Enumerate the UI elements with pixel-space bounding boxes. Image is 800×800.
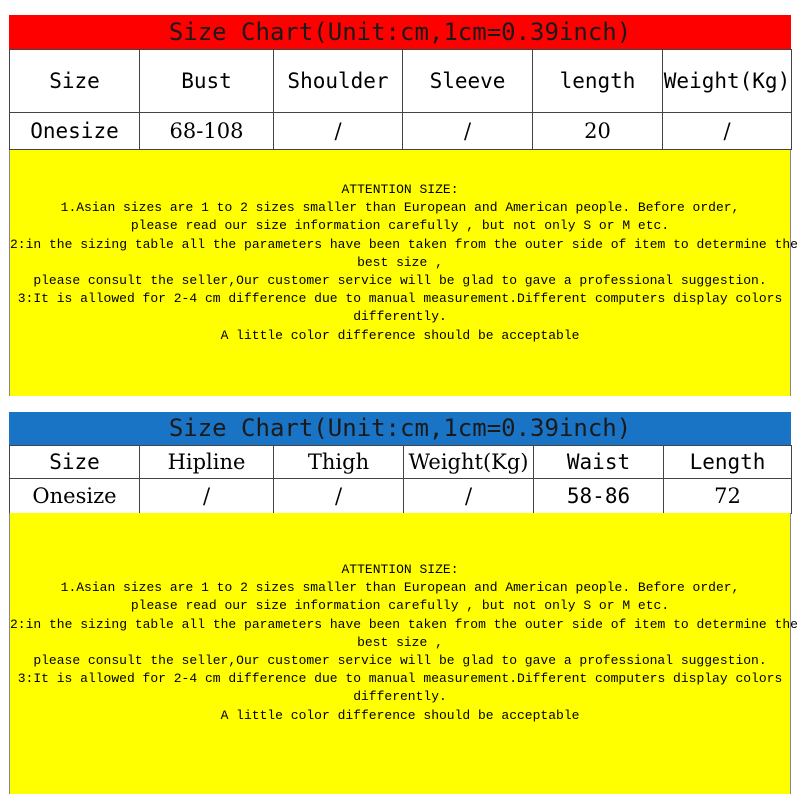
notice-line: A little color difference should be acceptable xyxy=(220,327,580,343)
table-row xyxy=(10,113,792,150)
section-divider xyxy=(0,398,800,412)
value-cell-sleeve: / xyxy=(403,113,533,150)
value-cell-hipline: / xyxy=(140,479,274,514)
header-cell-shoulder: Shoulder xyxy=(274,50,403,113)
header-cell-size: Size xyxy=(10,446,140,479)
header-cell-bust: Bust xyxy=(140,50,274,113)
notice-line: differently. xyxy=(353,689,447,705)
size-table-bottom xyxy=(9,445,792,514)
header-cell-thigh: Thigh xyxy=(274,446,404,479)
value-cell-size: Onesize xyxy=(10,479,140,514)
table-header-row xyxy=(10,446,792,479)
notice-line: A little color difference should be acceptable xyxy=(220,707,580,723)
header-cell-length: length xyxy=(533,50,663,113)
header-cell-length: Length xyxy=(664,446,792,479)
notice-line: ATTENTION SIZE: xyxy=(341,562,459,577)
notice-line: 3:It is allowed for 2-4 cm difference due to manual measurement.Different computers display colors xyxy=(17,291,783,307)
notice-line: please consult the seller,Our customer service will be glad to gave a professional suggestion. xyxy=(33,653,767,669)
value-cell-length: 72 xyxy=(664,479,792,514)
value-cell-bust: 68-108 xyxy=(140,113,274,150)
notice-line: please read our size information carefully , but not only S or M etc. xyxy=(130,598,670,614)
size-chart-title-top: Size Chart(Unit:cm,1cm=0.39inch) xyxy=(9,15,791,49)
header-cell-hipline: Hipline xyxy=(140,446,274,479)
table-row xyxy=(10,479,792,514)
header-cell-weight: Weight(Kg) xyxy=(404,446,534,479)
value-cell-thigh: / xyxy=(274,479,404,514)
notice-line: 1.Asian sizes are 1 to 2 sizes smaller than European and American people. Before order, xyxy=(60,200,740,216)
value-cell-weight: / xyxy=(663,113,792,150)
header-cell-waist: Waist xyxy=(534,446,664,479)
header-cell-weight: Weight(Kg) xyxy=(663,50,792,113)
size-table-top xyxy=(9,49,792,150)
notice-line: please consult the seller,Our customer service will be glad to gave a professional suggestion. xyxy=(33,273,767,289)
notice-line: differently. xyxy=(353,309,447,325)
table-header-row xyxy=(10,50,792,113)
value-cell-waist: 58-86 xyxy=(534,479,664,514)
header-cell-sleeve: Sleeve xyxy=(403,50,533,113)
value-cell-size: Onesize xyxy=(10,113,140,150)
header-cell-size: Size xyxy=(10,50,140,113)
notice-line: best size , xyxy=(357,634,443,650)
notice-line: please read our size information carefully , but not only S or M etc. xyxy=(130,218,670,234)
size-chart-title-bottom: Size Chart(Unit:cm,1cm=0.39inch) xyxy=(9,412,791,445)
notice-line: 1.Asian sizes are 1 to 2 sizes smaller than European and American people. Before order, xyxy=(60,580,740,596)
notice-line: 2:in the sizing table all the parameters have been taken from the outer side of item to determine the xyxy=(10,616,798,632)
value-cell-weight: / xyxy=(404,479,534,514)
value-cell-length: 20 xyxy=(533,113,663,150)
notice-line: 3:It is allowed for 2-4 cm difference due to manual measurement.Different computers display colors xyxy=(17,671,783,687)
attention-notice-bottom xyxy=(9,513,798,794)
notice-line: best size , xyxy=(357,254,443,270)
attention-notice-top xyxy=(9,150,798,396)
value-cell-shoulder: / xyxy=(274,113,403,150)
notice-line: 2:in the sizing table all the parameters have been taken from the outer side of item to determine the xyxy=(10,236,798,252)
notice-line: ATTENTION SIZE: xyxy=(341,182,459,197)
